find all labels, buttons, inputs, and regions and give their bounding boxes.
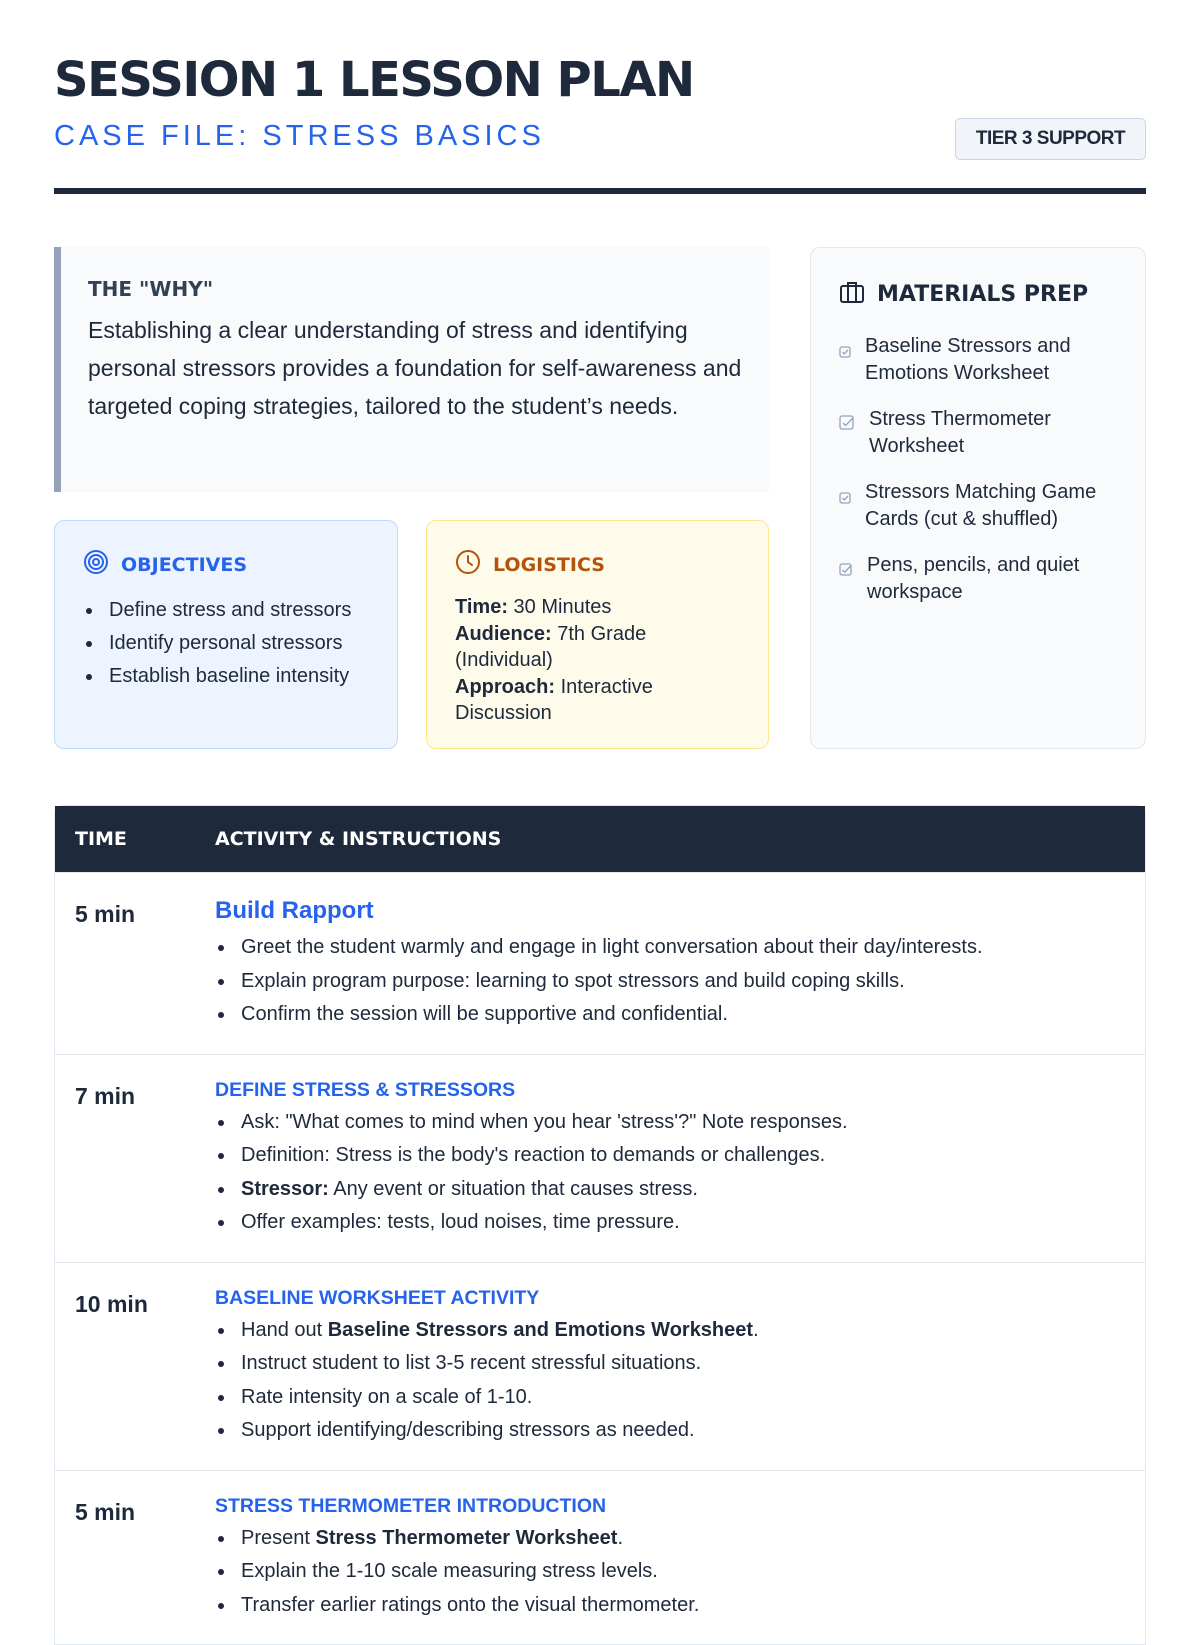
lesson-plan-page <box>54 0 1146 1616</box>
list-item: Transfer earlier ratings onto the visual thermometer. <box>215 1589 1145 1623</box>
why-box <box>54 247 769 492</box>
table-row <box>55 872 1145 1054</box>
list-item: Ask: "What comes to mind when you hear 'stress'?" Note responses. <box>215 1106 1145 1140</box>
checkbox-icon <box>839 412 855 439</box>
list-item: Hand out Baseline Stressors and Emotions Worksheet. <box>215 1314 1145 1348</box>
list-item: Define stress and stressors <box>83 594 369 627</box>
why-title: THE "WHY" <box>88 277 214 301</box>
clock-icon <box>455 549 481 580</box>
activity-title: BASELINE WORKSHEET ACTIVITY <box>215 1286 540 1309</box>
row-time: 10 min <box>75 1290 148 1317</box>
list-item: Establish baseline intensity <box>83 660 369 693</box>
briefcase-icon <box>839 280 865 309</box>
list-item: Greet the student warmly and engage in light conversation about their day/interests. <box>215 931 1145 965</box>
activity-table <box>54 805 1146 1645</box>
objectives-list <box>83 594 369 693</box>
list-item: Identify personal stressors <box>83 627 369 660</box>
materials-list <box>839 333 1119 605</box>
objectives-title: OBJECTIVES <box>121 553 248 576</box>
row-time: 5 min <box>75 1498 136 1525</box>
row-time: 5 min <box>75 901 136 927</box>
list-item: Confirm the session will be supportive and confidential. <box>215 998 1145 1032</box>
why-text: Establishing a clear understanding of stress and identifying personal stressors provides a foundation for self-awareness and targeted coping strategies, tailored to the student’s needs. <box>88 317 742 419</box>
materials-card <box>810 247 1146 749</box>
page-title: SESSION 1 LESSON PLAN <box>54 52 694 108</box>
row-time: 7 min <box>75 1082 136 1109</box>
table-header <box>55 806 1145 872</box>
checkbox-icon <box>839 558 853 585</box>
logistics-approach: Approach: Interactive Discussion <box>455 675 653 724</box>
list-item: Instruct student to list 3-5 recent stressful situations. <box>215 1347 1145 1381</box>
logistics-time: Time: 30 Minutes <box>455 596 612 618</box>
list-item: Stressors Matching Game Cards (cut & shuffled) <box>839 479 1119 532</box>
logistics-title: LOGISTICS <box>493 553 605 576</box>
activity-title: Build Rapport <box>215 897 374 924</box>
objectives-card <box>54 520 398 749</box>
list-item: Present Stress Thermometer Worksheet. <box>215 1522 1145 1556</box>
table-row <box>55 1262 1145 1470</box>
list-item: Stress Thermometer Worksheet <box>839 406 1119 459</box>
list-item: Baseline Stressors and Emotions Worksheet <box>839 333 1119 386</box>
list-item: Offer examples: tests, loud noises, time pressure. <box>215 1206 1145 1240</box>
tier-badge: TIER 3 SUPPORT <box>955 118 1146 160</box>
list-item: Rate intensity on a scale of 1-10. <box>215 1381 1145 1415</box>
list-item: Support identifying/describing stressors as needed. <box>215 1414 1145 1448</box>
list-item: Explain program purpose: learning to spot stressors and build coping skills. <box>215 965 1145 999</box>
table-row <box>55 1470 1145 1645</box>
column-header-time: TIME <box>75 828 127 850</box>
target-icon <box>83 549 109 580</box>
materials-title: MATERIALS PREP <box>877 282 1089 307</box>
page-header <box>54 0 1146 194</box>
list-item: Explain the 1-10 scale measuring stress levels. <box>215 1555 1145 1589</box>
checkbox-icon <box>839 339 851 366</box>
column-header-activity: ACTIVITY & INSTRUCTIONS <box>215 828 502 850</box>
activity-title: STRESS THERMOMETER INTRODUCTION <box>215 1494 607 1517</box>
checkbox-icon <box>839 485 851 512</box>
list-item: Stressor: Any event or situation that causes stress. <box>215 1173 1145 1207</box>
activity-title: DEFINE STRESS & STRESSORS <box>215 1078 516 1101</box>
logistics-card <box>426 520 769 749</box>
list-item: Pens, pencils, and quiet workspace <box>839 552 1119 605</box>
table-row <box>55 1054 1145 1262</box>
logistics-audience: Audience: 7th Grade (Individual) <box>455 622 647 671</box>
list-item: Definition: Stress is the body's reaction to demands or challenges. <box>215 1139 1145 1173</box>
page-subtitle: CASE FILE: STRESS BASICS <box>54 120 545 152</box>
